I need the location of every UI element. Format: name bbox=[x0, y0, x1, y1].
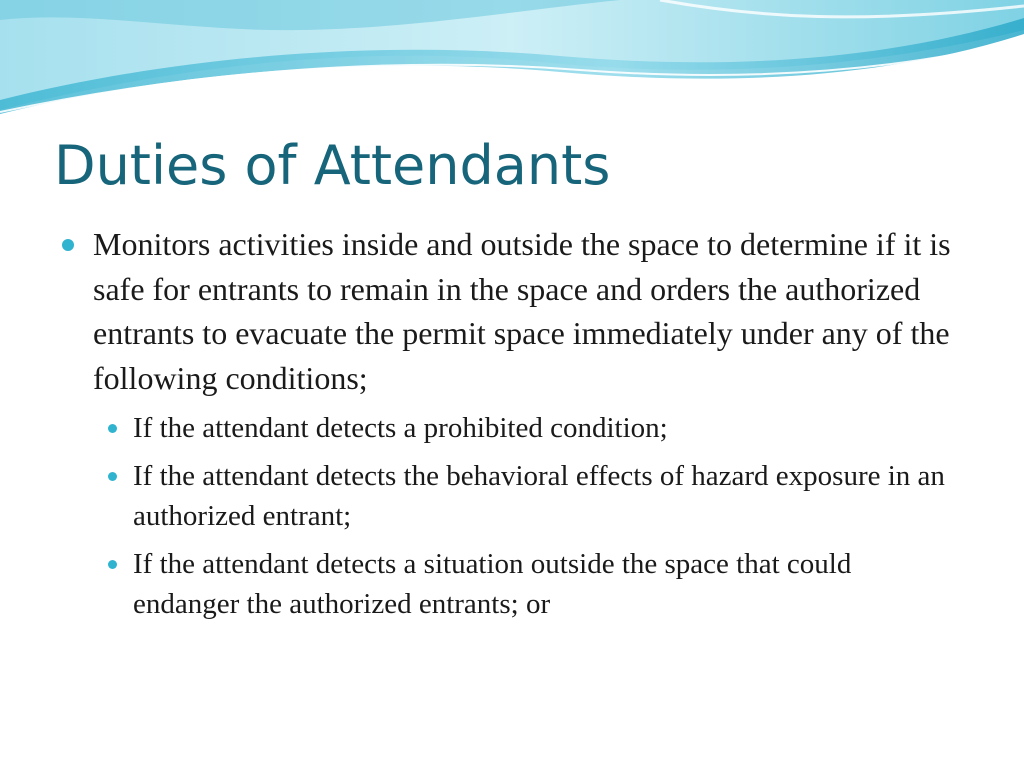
bullet-dot-icon bbox=[62, 239, 74, 251]
header-wave-decoration bbox=[0, 0, 1024, 130]
sub-bullet-item bbox=[104, 544, 960, 625]
bullet-text: Monitors activities inside and outside the space to determine if it is safe for entrants to remain in the space and orders the authorized entrants to evacuate the permit space immediately under any of the following conditions; bbox=[93, 226, 951, 396]
slide-content bbox=[60, 222, 960, 632]
sub-bullet-item bbox=[104, 408, 960, 449]
slide-title: Duties of Attendants bbox=[54, 134, 611, 197]
bullet-dot-icon bbox=[108, 424, 117, 433]
sub-bullet-text: If the attendant detects a situation outside the space that could endanger the authorized entrants; or bbox=[133, 547, 852, 620]
sub-bullet-list bbox=[60, 408, 960, 625]
sub-bullet-text: If the attendant detects the behavioral effects of hazard exposure in an authorized entrant; bbox=[133, 459, 945, 532]
bullet-dot-icon bbox=[108, 472, 117, 481]
bullet-dot-icon bbox=[108, 560, 117, 569]
sub-bullet-text: If the attendant detects a prohibited condition; bbox=[133, 412, 668, 444]
sub-bullet-item bbox=[104, 456, 960, 537]
bullet-item bbox=[60, 222, 960, 400]
